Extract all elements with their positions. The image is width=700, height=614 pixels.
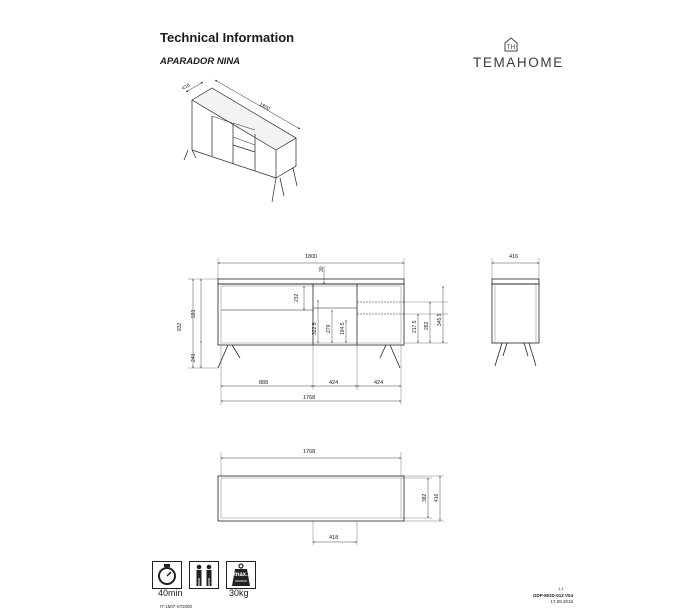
page-number: 1-1 — [558, 586, 564, 591]
front-bottom-left: 888 — [259, 380, 269, 386]
top-view — [218, 452, 444, 545]
perspective-view — [184, 80, 300, 202]
front-body-height: 593 — [191, 309, 197, 318]
document-date: 17.08.2016 — [550, 599, 573, 604]
front-overall-height: 832 — [177, 322, 183, 331]
max-weight: 30kg — [229, 588, 249, 598]
front-leg-height: 240 — [191, 353, 197, 362]
front-middle-a: 322.5 — [312, 322, 318, 335]
front-right-c: 345.5 — [437, 313, 443, 326]
page-title: Technical Information — [160, 30, 295, 45]
svg-text:TH: TH — [506, 44, 516, 51]
perspective-width-label: 1800 — [258, 101, 271, 113]
assembly-time: 40min — [158, 588, 183, 598]
front-top-thickness: 30 — [319, 266, 325, 272]
front-inner-width: 1768 — [303, 395, 316, 401]
stopwatch-icon — [152, 561, 182, 589]
front-upper-compartment: 232 — [294, 293, 300, 302]
top-inner-depth: 382 — [422, 493, 428, 502]
perspective-depth-label: 416 — [181, 82, 192, 92]
side-view — [492, 258, 539, 366]
front-overall-width: 1800 — [305, 254, 318, 260]
document-code: GDP-MOD-012 V04 — [532, 593, 573, 598]
brand-logo: TEMAHOME — [473, 55, 564, 70]
front-middle-c: 194.5 — [340, 322, 346, 335]
top-opening: 418 — [329, 535, 339, 541]
product-name: APARADOR NINA — [160, 56, 241, 67]
front-right-a: 217.5 — [412, 320, 418, 333]
front-right-b: 282 — [424, 321, 430, 330]
max-weight-icon — [226, 561, 256, 589]
front-bottom-right: 424 — [374, 380, 384, 386]
top-width: 1768 — [303, 449, 316, 455]
front-view — [188, 258, 448, 405]
max-label: max. — [234, 572, 248, 578]
top-outer-depth: 416 — [434, 493, 440, 502]
two-people-icon — [189, 561, 219, 589]
front-bottom-mid: 424 — [329, 380, 339, 386]
front-middle-b: 279 — [326, 324, 332, 333]
side-depth: 416 — [509, 254, 519, 260]
document-reference: IT-1507-STD/00 — [160, 604, 193, 609]
